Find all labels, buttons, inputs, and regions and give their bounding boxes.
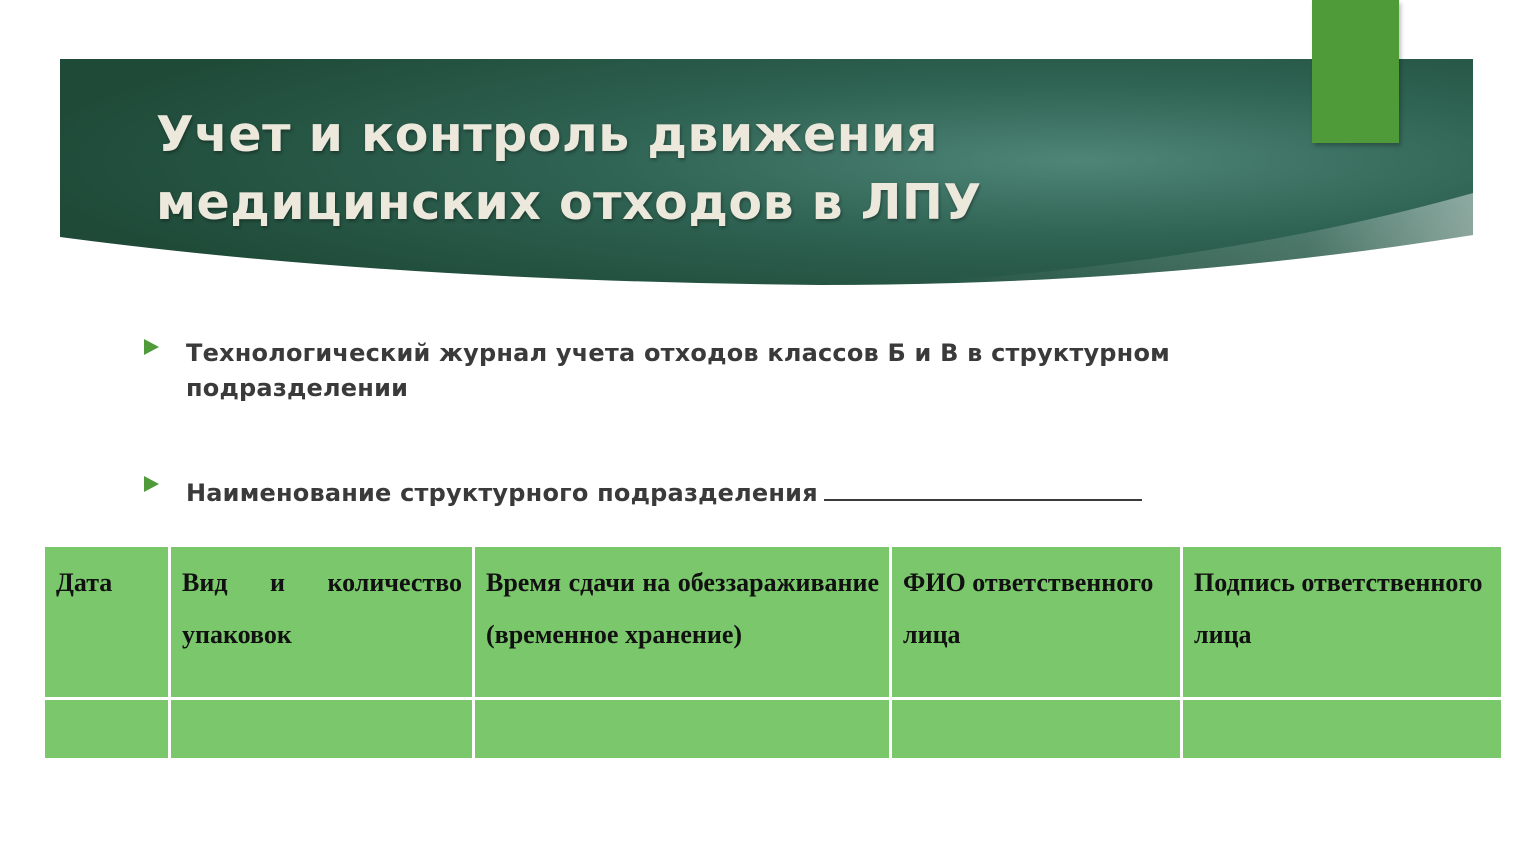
bullet-item-journal [144, 336, 1170, 406]
department-blank-line [824, 473, 1142, 501]
bullet-text [186, 473, 1142, 511]
waste-journal-table [42, 544, 1504, 761]
bullet-text [186, 336, 1170, 406]
title-line-1: Учет и контроль движения [156, 106, 938, 163]
header-date: Дата [44, 546, 170, 699]
table-cell[interactable] [170, 699, 474, 760]
table-header-row [44, 546, 1503, 699]
bullet-item-department [144, 473, 1142, 511]
title-line-2: медицинских отходов в ЛПУ [156, 174, 982, 231]
bullet-text-line-2: подразделении [186, 374, 409, 402]
bullet-arrow-icon [144, 476, 159, 492]
table-cell[interactable] [1182, 699, 1503, 760]
bullet-arrow-icon [144, 339, 159, 355]
table-cell[interactable] [891, 699, 1182, 760]
slide-title [156, 101, 1276, 237]
bullet-text-line-1: Технологический журнал учета отходов классов Б и В в структурном [186, 339, 1170, 367]
table-row [44, 699, 1503, 760]
header-packages: Вид и количество упаковок [170, 546, 474, 699]
header-handover-time: Время сдачи на обеззараживание (временное хранение) [474, 546, 891, 699]
header-responsible-name: ФИО ответственного лица [891, 546, 1182, 699]
accent-tab [1312, 0, 1399, 143]
department-label: Наименование структурного подразделения [186, 479, 818, 507]
table-cell[interactable] [44, 699, 170, 760]
table-cell[interactable] [474, 699, 891, 760]
header-signature: Подпись ответственного лица [1182, 546, 1503, 699]
